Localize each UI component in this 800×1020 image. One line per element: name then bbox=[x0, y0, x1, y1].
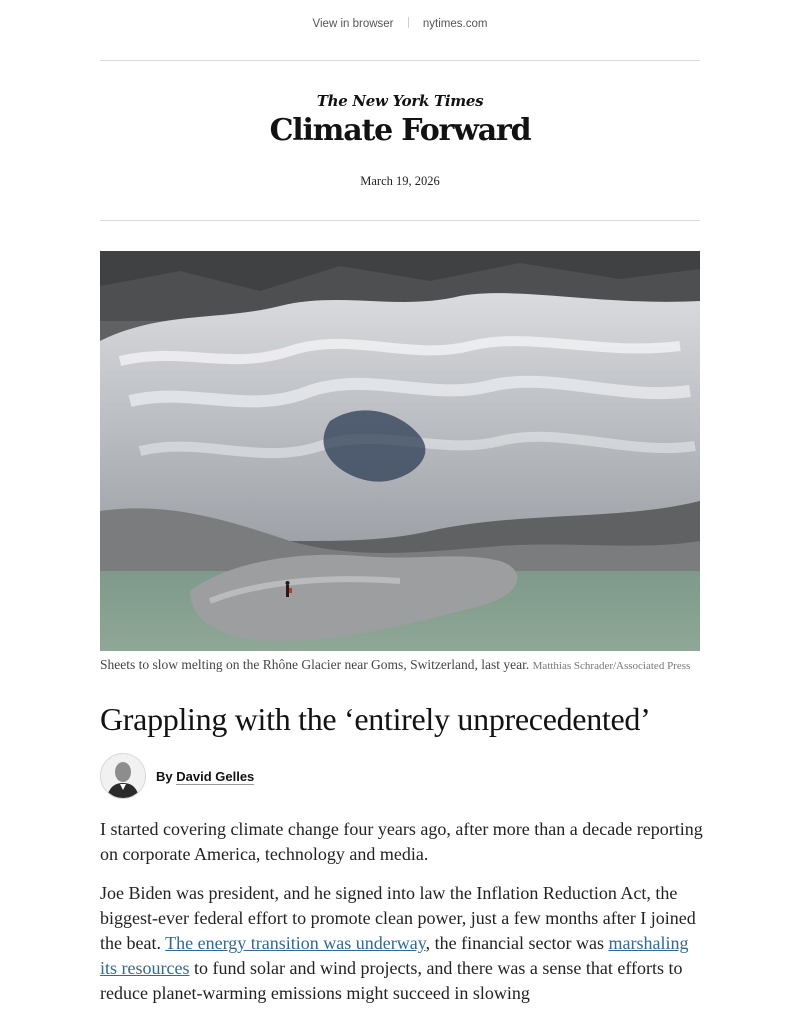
newsletter-title[interactable]: Climate Forward bbox=[269, 113, 531, 148]
photo-caption bbox=[100, 657, 700, 674]
glacier-photo-illustration bbox=[100, 251, 700, 651]
header-divider-bottom bbox=[100, 220, 700, 221]
paragraph-2-text-c: to fund solar and wind projects, and there was a sense that efforts to reduce planet-warming emissions might succeed in slowing bbox=[100, 958, 683, 1003]
byline-text bbox=[156, 769, 254, 784]
article-headline[interactable]: Grappling with the ‘entirely unprecedented’ bbox=[100, 701, 651, 737]
paragraph-2-text-b: , the financial sector was bbox=[425, 933, 609, 953]
top-bar bbox=[0, 17, 800, 30]
caption-text: Sheets to slow melting on the Rhône Glacier near Goms, Switzerland, last year. bbox=[100, 657, 530, 672]
byline-prefix: By bbox=[156, 768, 173, 784]
energy-transition-link[interactable]: The energy transition was underway bbox=[165, 933, 426, 953]
newsletter-date: March 19, 2026 bbox=[360, 174, 440, 188]
paragraph-2 bbox=[100, 881, 704, 1006]
marshaling-resources-link[interactable]: marshaling its resources bbox=[100, 933, 689, 978]
article-body bbox=[100, 817, 704, 1020]
topbar-divider bbox=[408, 17, 409, 28]
paragraph-1: I started covering climate change four years ago, after more than a decade reporting on corporate America, technology and media. bbox=[100, 819, 703, 864]
paragraph-2-text-a: Joe Biden was president, and he signed into law the Inflation Reduction Act, the biggest-ever federal effort to promote clean power, just a few months after I joined the beat. bbox=[100, 883, 696, 953]
lead-photo[interactable] bbox=[100, 251, 700, 651]
author-avatar bbox=[100, 753, 146, 799]
header-divider-top bbox=[100, 60, 700, 61]
byline bbox=[100, 753, 254, 799]
author-link[interactable]: David Gelles bbox=[176, 768, 255, 784]
nytimes-link[interactable]: nytimes.com bbox=[422, 18, 488, 30]
view-in-browser-link[interactable]: View in browser bbox=[312, 18, 394, 30]
nyt-logo[interactable]: The New York Times bbox=[316, 92, 484, 110]
author-portrait-icon bbox=[101, 754, 145, 798]
photo-credit: Matthias Schrader/Associated Press bbox=[532, 660, 691, 672]
